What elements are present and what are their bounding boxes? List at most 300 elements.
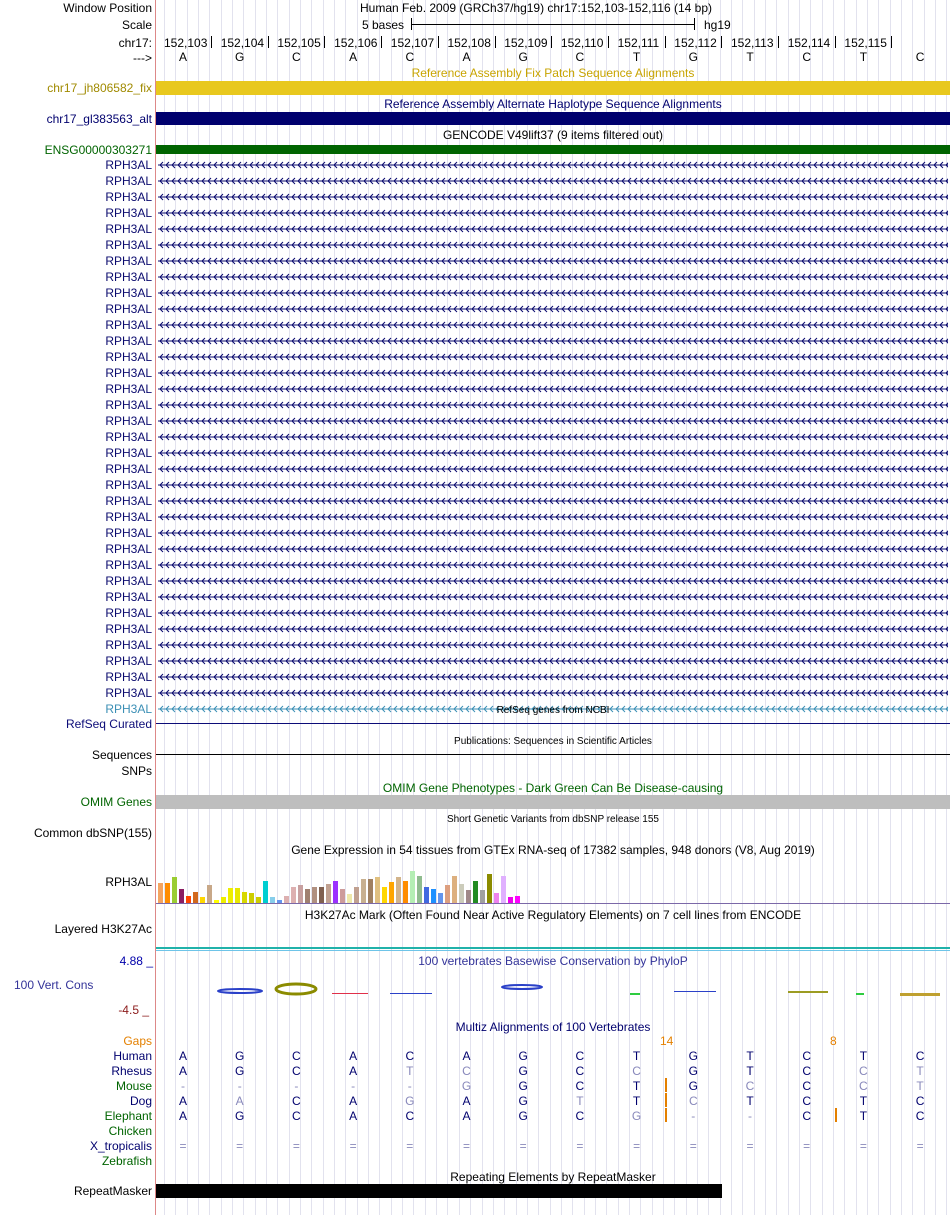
- gtex-tissue-bar[interactable]: [200, 897, 205, 903]
- alignment-base: =: [916, 1139, 924, 1153]
- transcript-intron-line[interactable]: [158, 301, 948, 317]
- alignment-base: T: [406, 1064, 414, 1078]
- gtex-tissue-bar[interactable]: [347, 894, 352, 903]
- h3k27ac-title[interactable]: H3K27Ac Mark (Often Found Near Active Regulatory Elements) on 7 cell lines from ENCODE: [304, 908, 802, 922]
- alignment-base: =: [576, 1139, 584, 1153]
- scale-assembly: hg19: [704, 18, 731, 32]
- omim-title[interactable]: OMIM Gene Phenotypes - Dark Green Can Be Disease-causing: [382, 781, 724, 795]
- alignment-base: G: [235, 1049, 245, 1063]
- species-label[interactable]: Chicken: [108, 1124, 152, 1138]
- position-tick-label: 152,105: [277, 36, 321, 50]
- alignment-base: -: [748, 1109, 752, 1123]
- gtex-tissue-bar[interactable]: [263, 881, 268, 903]
- repeatmasker-label[interactable]: RepeatMasker: [73, 1184, 152, 1198]
- omim-feature[interactable]: [156, 795, 950, 809]
- phylop-base-4: [390, 993, 432, 994]
- position-tick: [891, 36, 892, 48]
- gtex-tissue-bar[interactable]: [298, 885, 303, 903]
- species-label[interactable]: Rhesus: [111, 1064, 152, 1078]
- window-position-text: Human Feb. 2009 (GRCh37/hg19) chr17:152,103-152,116 (14 bp): [360, 1, 713, 15]
- gtex-tissue-bar[interactable]: [319, 887, 324, 903]
- gtex-baseline: [156, 903, 950, 904]
- reference-base: A: [178, 50, 187, 64]
- gtex-label[interactable]: RPH3AL: [105, 875, 152, 889]
- transcript-intron-line[interactable]: [158, 429, 948, 445]
- repeatmasker-title[interactable]: Repeating Elements by RepeatMasker: [450, 1170, 656, 1184]
- gtex-expression-chart[interactable]: [156, 858, 950, 903]
- transcript-label[interactable]: RPH3AL: [105, 350, 152, 364]
- alignment-base: =: [633, 1139, 641, 1153]
- gtex-tissue-bar[interactable]: [214, 900, 219, 903]
- gtex-title[interactable]: Gene Expression in 54 tissues from GTEx RNA-seq of 17382 samples, 948 donors (V8, Aug 2019): [291, 843, 815, 857]
- position-tick-label: 152,110: [560, 36, 604, 50]
- gtex-tissue-bar[interactable]: [424, 887, 429, 903]
- position-tick: [438, 36, 439, 48]
- species-label[interactable]: Dog: [129, 1094, 152, 1108]
- alignment-base: C: [802, 1094, 812, 1108]
- gap-count: 14: [660, 1034, 674, 1048]
- gtex-tissue-bar[interactable]: [452, 876, 457, 903]
- transcript-label[interactable]: RPH3AL: [105, 334, 152, 348]
- gtex-tissue-bar[interactable]: [375, 877, 380, 903]
- gtex-tissue-bar[interactable]: [186, 896, 191, 903]
- species-label[interactable]: Mouse: [115, 1079, 152, 1093]
- alignment-base: T: [916, 1064, 924, 1078]
- alignment-base: T: [859, 1094, 868, 1108]
- phylop-max: 4.88 _: [119, 954, 153, 968]
- refseq-label[interactable]: RefSeq Curated: [65, 717, 152, 731]
- alignment-base: G: [518, 1109, 528, 1123]
- alt-haplotype-label[interactable]: chr17_gl383563_alt: [46, 112, 152, 126]
- alignment-base: G: [235, 1109, 245, 1123]
- alignment-base: C: [575, 1049, 585, 1063]
- transcript-intron-line[interactable]: [158, 525, 948, 541]
- phylop-label[interactable]: 100 Vert. Cons: [14, 978, 94, 992]
- gtex-tissue-bar[interactable]: [172, 877, 177, 903]
- transcript-label[interactable]: RPH3AL: [105, 462, 152, 476]
- transcript-label[interactable]: RPH3AL: [105, 510, 152, 524]
- position-tick-label: 152,112: [674, 36, 717, 50]
- gtex-tissue-bar[interactable]: [305, 889, 310, 903]
- species-label[interactable]: Zebrafish: [101, 1154, 152, 1168]
- gtex-tissue-bar[interactable]: [312, 887, 317, 903]
- alignment-base: C: [632, 1064, 641, 1078]
- position-tick-label: 152,111: [617, 36, 660, 50]
- gtex-tissue-bar[interactable]: [403, 881, 408, 903]
- alignment-base: T: [632, 1079, 641, 1093]
- alignment-base: C: [688, 1094, 698, 1108]
- reference-base: C: [915, 50, 925, 64]
- reference-base: G: [518, 50, 528, 64]
- transcript-intron-line[interactable]: [158, 221, 948, 237]
- refseq-title[interactable]: RefSeq genes from NCBI: [496, 705, 610, 716]
- h3k27ac-signal[interactable]: [156, 947, 950, 949]
- transcript-label[interactable]: RPH3AL: [105, 638, 152, 652]
- alignment-base: A: [462, 1109, 471, 1123]
- gencode-gene-id[interactable]: ENSG00000303271: [44, 143, 152, 157]
- alignment-base: =: [236, 1139, 244, 1153]
- transcript-intron-line[interactable]: [158, 461, 948, 477]
- reference-base: T: [632, 50, 641, 64]
- alignment-base: C: [859, 1079, 868, 1093]
- gtex-tissue-bar[interactable]: [494, 893, 499, 903]
- insertion-marker: [665, 1093, 667, 1107]
- alignment-base: C: [462, 1064, 471, 1078]
- transcript-label[interactable]: RPH3AL: [105, 670, 152, 684]
- alignment-base: A: [462, 1049, 471, 1063]
- alignment-base: A: [235, 1094, 244, 1108]
- transcript-intron-line[interactable]: [158, 685, 948, 701]
- transcript-label[interactable]: RPH3AL: [105, 654, 152, 668]
- position-tick-label: 152,114: [787, 36, 831, 50]
- transcript-label[interactable]: RPH3AL: [105, 222, 152, 236]
- reference-base: T: [859, 50, 868, 64]
- multiz-title[interactable]: Multiz Alignments of 100 Vertebrates: [455, 1020, 651, 1034]
- alignment-base: T: [746, 1049, 754, 1063]
- alignment-base: G: [461, 1079, 472, 1093]
- gtex-tissue-bar[interactable]: [249, 893, 254, 903]
- transcript-label[interactable]: RPH3AL: [105, 190, 152, 204]
- position-tick-label: 152,115: [844, 36, 887, 50]
- gtex-tissue-bar[interactable]: [361, 879, 366, 903]
- repeatmasker-feature[interactable]: [156, 1184, 722, 1198]
- gtex-tissue-bar[interactable]: [277, 900, 282, 903]
- scale-bar-right-tick: [694, 18, 695, 30]
- gtex-tissue-bar[interactable]: [235, 888, 240, 903]
- position-tick: [495, 36, 496, 48]
- gtex-tissue-bar[interactable]: [326, 884, 331, 903]
- transcript-label[interactable]: RPH3AL: [105, 174, 152, 188]
- transcript-label[interactable]: RPH3AL: [105, 622, 152, 636]
- phylop-base-2: [276, 984, 316, 994]
- transcript-intron-line[interactable]: [158, 189, 948, 205]
- gtex-tissue-bar[interactable]: [368, 879, 373, 903]
- scale-bases: 5 bases: [362, 18, 405, 32]
- gtex-tissue-bar[interactable]: [501, 876, 506, 903]
- alt-haplotype-title[interactable]: Reference Assembly Alternate Haplotype Sequence Alignments: [384, 97, 722, 111]
- transcript-intron-line[interactable]: [158, 669, 948, 685]
- phylop-title[interactable]: 100 vertebrates Basewise Conservation by PhyloP: [418, 954, 688, 968]
- refseq-feature[interactable]: [156, 723, 950, 724]
- alignment-base: A: [349, 1049, 358, 1063]
- transcript-label[interactable]: RPH3AL: [105, 398, 152, 412]
- position-tick: [268, 36, 269, 48]
- alignment-base: =: [349, 1139, 357, 1153]
- transcript-label[interactable]: RPH3AL: [105, 590, 152, 604]
- gtex-tissue-bar[interactable]: [473, 881, 478, 903]
- gtex-tissue-bar[interactable]: [158, 883, 163, 903]
- transcript-label[interactable]: RPH3AL: [105, 494, 152, 508]
- position-tick: [608, 36, 609, 48]
- transcript-label[interactable]: RPH3AL: [105, 270, 152, 284]
- reference-base: C: [292, 50, 301, 64]
- alignment-base: G: [518, 1064, 528, 1078]
- transcript-label[interactable]: RPH3AL: [105, 542, 152, 556]
- alignment-base: =: [859, 1139, 867, 1153]
- transcript-intron-line[interactable]: [158, 269, 948, 285]
- alignment-base: =: [746, 1139, 754, 1153]
- transcript-label[interactable]: RPH3AL: [105, 414, 152, 428]
- transcript-label[interactable]: RPH3AL: [105, 366, 152, 380]
- transcript-intron-line[interactable]: [158, 413, 948, 429]
- alt-haplotype-feature[interactable]: [156, 112, 950, 125]
- alignment-base: C: [802, 1064, 812, 1078]
- position-tick: [778, 36, 779, 48]
- alignment-base: G: [518, 1049, 528, 1063]
- phylop-base-13: [856, 993, 864, 995]
- alignment-base: G: [518, 1094, 528, 1108]
- gtex-tissue-bar[interactable]: [242, 892, 247, 903]
- transcript-intron-line[interactable]: [158, 237, 948, 253]
- gtex-tissue-bar[interactable]: [480, 890, 485, 903]
- fix-patch-label[interactable]: chr17_jh806582_fix: [47, 81, 152, 95]
- transcript-label[interactable]: RPH3AL: [105, 254, 152, 268]
- transcript-label[interactable]: RPH3AL: [105, 686, 152, 700]
- alignment-base: -: [294, 1079, 299, 1093]
- gencode-gene-feature[interactable]: [156, 145, 950, 154]
- transcript-label[interactable]: RPH3AL: [105, 574, 152, 588]
- transcript-label[interactable]: RPH3AL: [105, 526, 152, 540]
- transcript-intron-line[interactable]: [158, 653, 948, 669]
- position-tick: [721, 36, 722, 48]
- phylop-base-14: [900, 993, 940, 996]
- alignment-base: T: [576, 1094, 584, 1108]
- alignment-base: =: [406, 1139, 414, 1153]
- alignment-base: C: [745, 1079, 755, 1093]
- alignment-base: T: [859, 1109, 868, 1123]
- alignment-base: G: [518, 1079, 528, 1093]
- position-tick-label: 152,103: [164, 36, 208, 50]
- gtex-tissue-bar[interactable]: [284, 896, 289, 903]
- scale-bar-left-tick: [411, 18, 412, 30]
- transcript-intron-line[interactable]: [158, 205, 948, 221]
- h3k27ac-signal-secondary: [156, 950, 950, 951]
- alignment-base: C: [802, 1109, 812, 1123]
- alignment-base: A: [178, 1064, 187, 1078]
- dbsnp-label[interactable]: Common dbSNP(155): [33, 826, 152, 840]
- position-tick-label: 152,104: [220, 36, 265, 50]
- chrom-label: chr17:: [118, 36, 152, 50]
- reference-base: C: [575, 50, 585, 64]
- dbsnp-title[interactable]: Short Genetic Variants from dbSNP release 155: [447, 814, 659, 825]
- position-tick: [324, 36, 325, 48]
- species-label[interactable]: X_tropicalis: [89, 1139, 152, 1153]
- transcript-intron-line[interactable]: [158, 365, 948, 381]
- window-position-label: Window Position: [63, 1, 152, 15]
- transcript-label[interactable]: RPH3AL: [105, 606, 152, 620]
- transcript-intron-line[interactable]: [158, 589, 948, 605]
- alignment-base: T: [746, 1094, 754, 1108]
- publications-feature[interactable]: [156, 754, 950, 755]
- alignment-base: C: [575, 1079, 585, 1093]
- alignment-base: C: [292, 1064, 301, 1078]
- alignment-base: C: [802, 1049, 812, 1063]
- alignment-base: =: [803, 1139, 811, 1153]
- gtex-tissue-bar[interactable]: [291, 887, 296, 903]
- transcript-label[interactable]: RPH3AL: [105, 382, 152, 396]
- gtex-tissue-bar[interactable]: [438, 893, 443, 903]
- transcript-intron-line[interactable]: [158, 445, 948, 461]
- gtex-tissue-bar[interactable]: [508, 897, 513, 903]
- alignment-base: C: [915, 1109, 925, 1123]
- snps-label[interactable]: SNPs: [121, 764, 152, 778]
- transcript-intron-line[interactable]: [158, 317, 948, 333]
- gtex-tissue-bar[interactable]: [389, 882, 394, 903]
- transcript-intron-line[interactable]: [158, 157, 948, 173]
- transcript-intron-line[interactable]: [158, 477, 948, 493]
- gap-count: 8: [830, 1034, 837, 1048]
- reference-base: C: [405, 50, 415, 64]
- fix-patch-title[interactable]: Reference Assembly Fix Patch Sequence Alignments: [411, 66, 695, 80]
- alignment-base: T: [632, 1094, 641, 1108]
- position-tick: [835, 36, 836, 48]
- transcript-label[interactable]: RPH3AL: [105, 430, 152, 444]
- transcript-label[interactable]: RPH3AL: [105, 702, 152, 716]
- gtex-tissue-bar[interactable]: [221, 897, 226, 903]
- transcript-intron-line[interactable]: [158, 381, 948, 397]
- alignment-base: A: [178, 1094, 187, 1108]
- alignment-base: T: [916, 1079, 924, 1093]
- transcript-intron-line[interactable]: [158, 493, 948, 509]
- transcript-intron-line[interactable]: [158, 285, 948, 301]
- alignment-base: T: [859, 1049, 868, 1063]
- transcript-label[interactable]: RPH3AL: [105, 238, 152, 252]
- transcript-intron-line[interactable]: [158, 333, 948, 349]
- gtex-tissue-bar[interactable]: [466, 890, 471, 903]
- alignment-base: C: [405, 1109, 415, 1123]
- position-tick-label: 152,108: [447, 36, 491, 50]
- reference-base: G: [235, 50, 245, 64]
- position-tick: [381, 36, 382, 48]
- gtex-tissue-bar[interactable]: [193, 892, 198, 903]
- transcript-intron-line[interactable]: [158, 621, 948, 637]
- position-tick: [551, 36, 552, 48]
- alignment-base: G: [688, 1064, 698, 1078]
- alignment-base: C: [802, 1079, 812, 1093]
- transcript-intron-line[interactable]: [158, 541, 948, 557]
- transcript-label[interactable]: RPH3AL: [105, 286, 152, 300]
- transcript-label[interactable]: RPH3AL: [105, 302, 152, 316]
- gtex-tissue-bar[interactable]: [487, 874, 492, 903]
- phylop-base-10: [674, 991, 716, 992]
- alignment-base: A: [349, 1064, 358, 1078]
- alignment-base: -: [237, 1079, 242, 1093]
- gtex-tissue-bar[interactable]: [207, 885, 212, 903]
- gtex-tissue-bar[interactable]: [396, 877, 401, 903]
- gtex-tissue-bar[interactable]: [431, 889, 436, 903]
- transcript-intron-line[interactable]: [158, 509, 948, 525]
- species-label[interactable]: Human: [113, 1049, 152, 1063]
- transcript-intron-line[interactable]: [158, 637, 948, 653]
- gtex-tissue-bar[interactable]: [256, 897, 261, 903]
- gtex-tissue-bar[interactable]: [354, 887, 359, 903]
- alignment-base: G: [631, 1109, 642, 1123]
- gtex-tissue-bar[interactable]: [382, 887, 387, 903]
- scale-bar: [411, 24, 694, 25]
- transcript-intron-line[interactable]: [158, 173, 948, 189]
- strand-label: --->: [133, 51, 152, 65]
- publications-label[interactable]: Sequences: [91, 748, 152, 762]
- h3k27ac-label[interactable]: Layered H3K27Ac: [54, 922, 152, 936]
- gtex-tissue-bar[interactable]: [270, 897, 275, 903]
- transcript-label[interactable]: RPH3AL: [105, 206, 152, 220]
- gtex-tissue-bar[interactable]: [459, 884, 464, 903]
- alignment-base: C: [915, 1049, 925, 1063]
- transcript-intron-line[interactable]: [158, 605, 948, 621]
- alignment-base: -: [351, 1079, 356, 1093]
- alignment-base: A: [462, 1094, 471, 1108]
- transcript-intron-line[interactable]: [158, 253, 948, 269]
- multiz-gaps-label[interactable]: Gaps: [123, 1034, 152, 1048]
- alignment-base: A: [349, 1094, 358, 1108]
- alignment-base: C: [292, 1109, 301, 1123]
- alignment-base: =: [519, 1139, 527, 1153]
- transcript-intron-line[interactable]: [158, 397, 948, 413]
- alignment-base: C: [405, 1049, 415, 1063]
- phylop-base-1: [218, 989, 262, 993]
- insertion-marker: [665, 1078, 667, 1092]
- gtex-tissue-bar[interactable]: [333, 881, 338, 903]
- alignment-base: -: [407, 1079, 412, 1093]
- phylop-logo[interactable]: [156, 978, 950, 1000]
- alignment-base: G: [405, 1094, 415, 1108]
- alignment-base: =: [689, 1139, 697, 1153]
- publications-title[interactable]: Publications: Sequences in Scientific Articles: [454, 736, 652, 747]
- transcript-intron-line[interactable]: [158, 573, 948, 589]
- alignment-base: A: [178, 1109, 187, 1123]
- transcript-intron-line[interactable]: [158, 349, 948, 365]
- alignment-base: C: [292, 1049, 301, 1063]
- transcript-label[interactable]: RPH3AL: [105, 446, 152, 460]
- position-tick-label: 152,106: [334, 36, 378, 50]
- alignment-base: C: [575, 1064, 585, 1078]
- gtex-tissue-bar[interactable]: [228, 888, 233, 903]
- reference-base: G: [688, 50, 698, 64]
- transcript-label[interactable]: RPH3AL: [105, 558, 152, 572]
- alignment-base: G: [688, 1079, 698, 1093]
- phylop-base-12: [788, 991, 828, 993]
- gtex-tissue-bar[interactable]: [165, 883, 170, 903]
- fix-patch-feature[interactable]: [156, 81, 950, 95]
- gtex-tissue-bar[interactable]: [417, 876, 422, 903]
- alignment-base: C: [859, 1064, 868, 1078]
- gtex-tissue-bar[interactable]: [410, 871, 415, 903]
- position-tick-label: 152,107: [390, 36, 435, 50]
- gtex-tissue-bar[interactable]: [340, 889, 345, 903]
- insertion-marker: [665, 1108, 667, 1122]
- gtex-tissue-bar[interactable]: [445, 885, 450, 903]
- transcript-intron-line[interactable]: [158, 557, 948, 573]
- alignment-base: C: [575, 1109, 585, 1123]
- transcript-label[interactable]: RPH3AL: [105, 478, 152, 492]
- alignment-base: -: [691, 1109, 696, 1123]
- gtex-tissue-bar[interactable]: [515, 896, 520, 903]
- alignment-base: C: [292, 1094, 301, 1108]
- transcript-label[interactable]: RPH3AL: [105, 158, 152, 172]
- alignment-base: G: [688, 1049, 698, 1063]
- omim-label[interactable]: OMIM Genes: [80, 795, 152, 809]
- reference-base: C: [802, 50, 812, 64]
- phylop-base-6: [502, 985, 542, 989]
- position-tick: [211, 36, 212, 48]
- gencode-title[interactable]: GENCODE V49lift37 (9 items filtered out): [442, 128, 664, 142]
- gtex-tissue-bar[interactable]: [179, 889, 184, 903]
- alignment-base: A: [178, 1049, 187, 1063]
- transcript-label[interactable]: RPH3AL: [105, 318, 152, 332]
- alignment-base: -: [181, 1079, 185, 1093]
- phylop-base-3: [332, 993, 368, 994]
- species-label[interactable]: Elephant: [104, 1109, 152, 1123]
